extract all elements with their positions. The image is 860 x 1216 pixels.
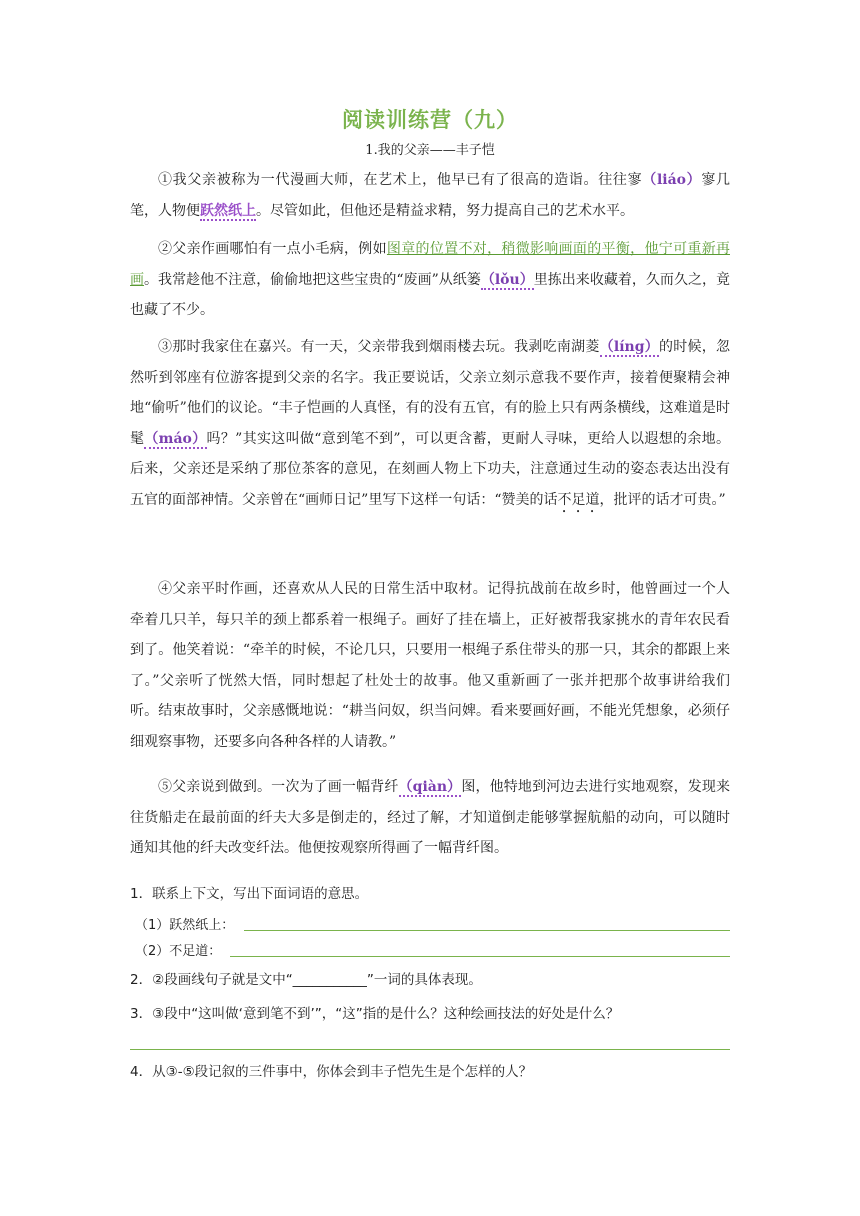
paragraph-2 (130, 234, 730, 326)
p1-pinyin: （liáo） (642, 172, 702, 188)
p5-pinyin: （qiàn） (398, 779, 462, 795)
p3-pinyin-1: （líng） (599, 339, 660, 355)
p5-text-a: ⑤父亲说到做到。一次为了画一幅背纤 (158, 779, 399, 795)
p3-pinyin-2: （máo） (144, 430, 207, 447)
paragraph-4: ④父亲平时作画，还喜欢从人民的日常生活中取材。记得抗战前在故乡时，他曾画过一个人牵着几只羊，每只羊的颈上都系着一根绳子。画好了挂在墙上，正好被帮我家挑水的青年农民看到了。他笑着说：“牵羊的时候，不论几只，只要用一根绳子系住带头的那一只，其余的都跟上来了。”父亲听了恍然大悟，同时想起了杜处士的故事。他又重新画了一张并把那个故事讲给我们听。结束故事时，父亲感慨地说：“耕当问奴，织当问婢。看来要画好画，不能光凭想象，必须仔细观察事物，还要多向各种各样的人请教。” (130, 581, 730, 750)
question-1-2-label: （2）不足道： (135, 944, 222, 959)
p5-text-b: 图，他特地到河边去进行实地观察，发现来往货船走在最前面的纤夫大多是倒走的，经过了解，才知道倒走能够掌握航船的动向，可以随时通知其他的纤夫改变纤法。他便按观察所得画了一幅背纤图。 (130, 779, 731, 856)
paragraph-3 (130, 332, 730, 516)
paragraph-5 (130, 772, 730, 864)
question-1: 1．联系上下文，写出下面词语的意思。 (130, 886, 369, 902)
p3-text-d: ，批评的话才可贵。” (599, 491, 726, 508)
p2-text-a: ②父亲作画哪怕有一点小毛病，例如 (158, 241, 387, 257)
p2-text-c: 里拣出来收藏着，久而久之，竟也藏了不少。 (130, 271, 731, 318)
p1-text-b: 寥几笔，人物便 (130, 172, 731, 219)
p2-underlined-sentence: 图章的位置不对，稍微影响画面的平衡，他宁可重新再画 (130, 241, 730, 288)
p3-dotted-word: 不足道 (557, 491, 600, 508)
answer-line-3[interactable] (130, 1049, 730, 1050)
answer-line-1-2[interactable] (230, 956, 730, 957)
page-title: 阅读训练营（九） (342, 108, 518, 132)
article-title: 1.我的父亲——丰子恺 (365, 143, 495, 158)
question-1-1-label: （1）跃然纸上： (135, 918, 235, 933)
p1-highlight: 跃然纸上 (200, 202, 256, 219)
question-2: 2．②段画线句子就是文中“___________”一词的具体表现。 (130, 972, 482, 988)
p1-text-a: ①我父亲被称为一代漫画大师，在艺术上，他早已有了很高的造诣。往往寥 (158, 172, 643, 188)
p3-text-a: ③那时我家住在嘉兴。有一天，父亲带我到烟雨楼去玩。我剥吃南湖菱 (158, 339, 600, 355)
paragraph-1 (130, 165, 730, 226)
p3-text-b: 的时候，忽然听到邻座有位游客提到父亲的名字。我正要说话，父亲立刻示意我不要作声，接着便聚精会神地“偷听”他们的议论。“丰子恺画的人真怪，有的没有五官，有的脸上只有两条横线，这难道是时髦 (130, 339, 731, 447)
p2-text-b: 。我常趁他不注意，偷偷地把这些宝贵的“废画”从纸篓 (144, 271, 481, 288)
answer-line-1-1[interactable] (244, 930, 730, 931)
p3-text-c: 吗？”其实这叫做“意到笔不到”，可以更含蓄，更耐人寻味，更给人以遐想的余地。后来，父亲还是采纳了那位茶客的意见，在刻画人物上下功夫，注意通过生动的姿态表达出没有五官的面部神情。父亲曾在“画师日记”里写下这样一句话：“赞美的话 (130, 430, 730, 508)
question-3: 3．③段中“这叫做‘意到笔不到’”，“这”指的是什么？这种绘画技法的好处是什么？ (130, 1006, 620, 1022)
p1-text-c: 。尽管如此，但他还是精益求精，努力提高自己的艺术水平。 (256, 202, 634, 219)
question-4: 4．从③-⑤段记叙的三件事中，你体会到丰子恺先生是个怎样的人？ (130, 1064, 533, 1080)
p2-pinyin: （lǒu） (480, 271, 534, 288)
